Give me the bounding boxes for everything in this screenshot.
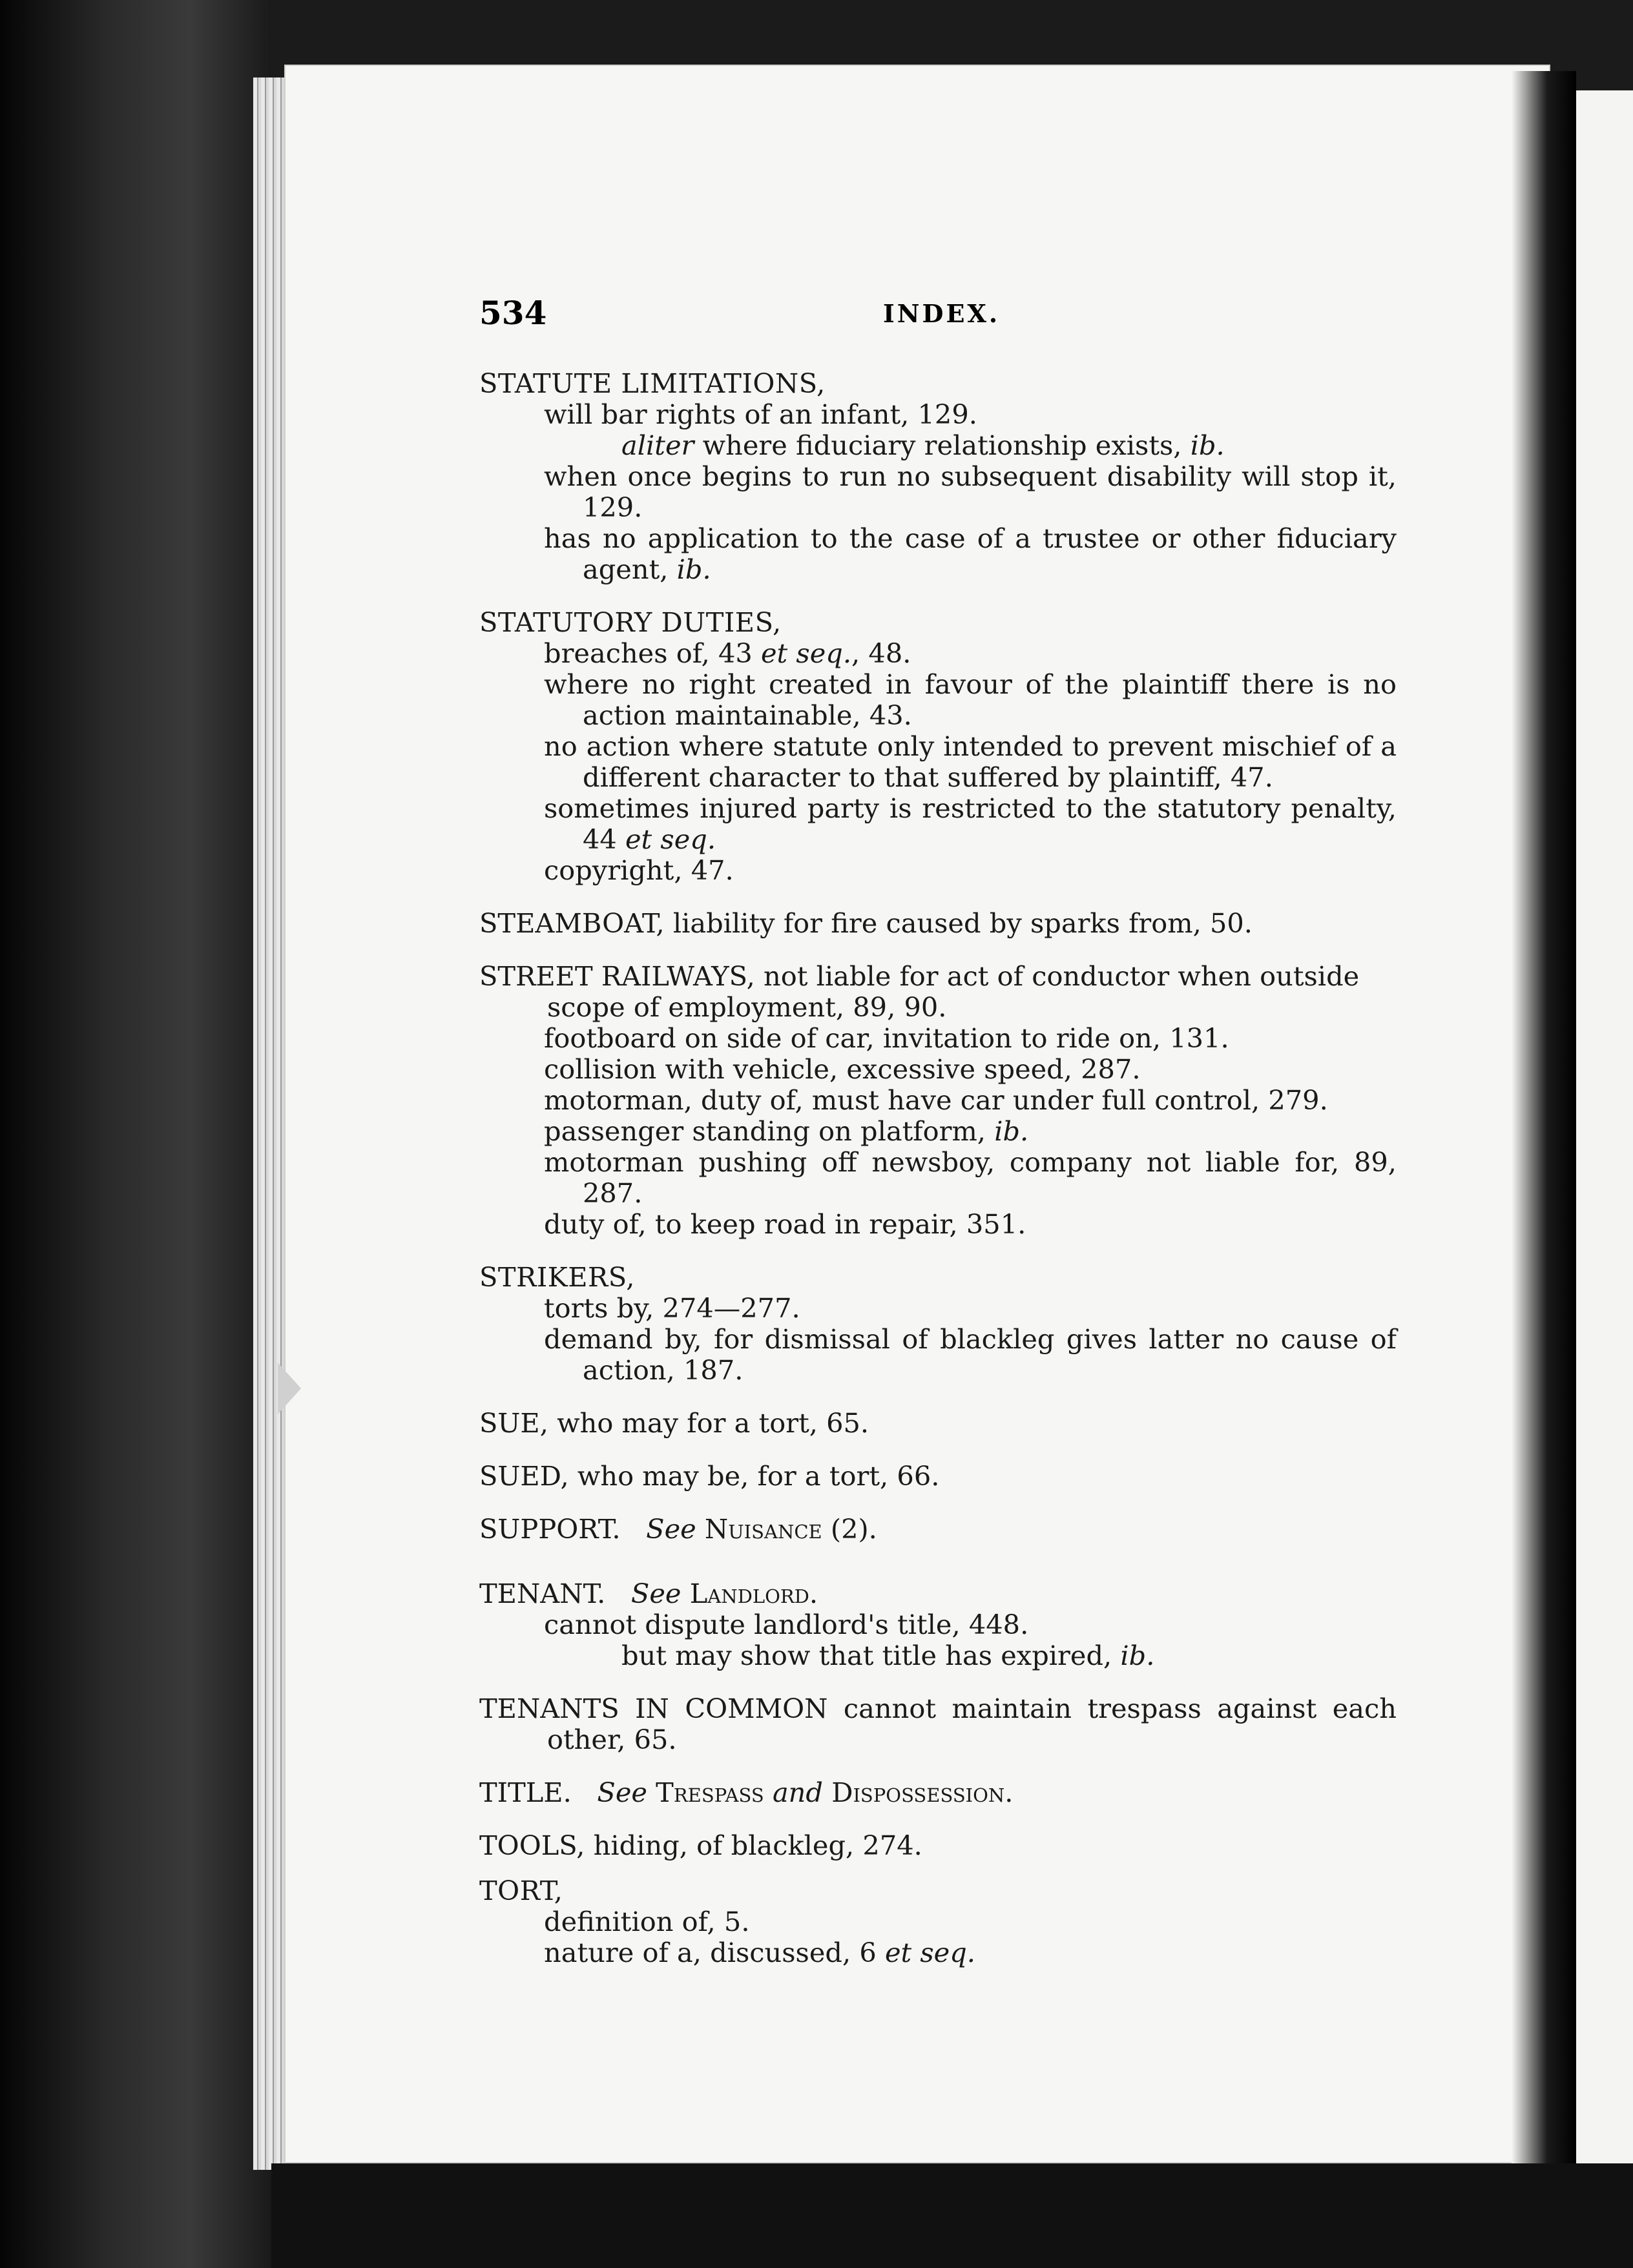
index-entry-support: [479, 1514, 1397, 1545]
see-reference-label: See: [646, 1513, 696, 1545]
entry-text: who may for a tort, 65.: [548, 1407, 869, 1439]
entry-heading: TENANT.: [479, 1578, 606, 1609]
cross-reference: Trespass: [656, 1777, 764, 1808]
entry-sub: copyright, 47.: [544, 854, 734, 886]
cross-reference: Landlord.: [689, 1578, 818, 1609]
running-head: [479, 294, 1397, 333]
entry-heading: STATUTE LIMITATIONS,: [479, 367, 826, 399]
entry-text: liability for fire caused by sparks from, 50.: [664, 907, 1253, 939]
entry-sub: motorman, duty of, must have car under full control, 279.: [544, 1084, 1328, 1116]
entry-heading: TORT,: [479, 1875, 563, 1906]
entry-heading: TOOLS,: [479, 1830, 585, 1861]
facing-page-edge: [1576, 90, 1633, 2183]
entry-sub: will bar rights of an infant, 129.: [544, 398, 977, 430]
index-entry-statutory-duties: [479, 607, 1397, 886]
entry-sub: duty of, to keep road in repair, 351.: [544, 1208, 1026, 1240]
entry-heading: SUE,: [479, 1407, 548, 1439]
entry-sub: torts by, 274—277.: [544, 1292, 800, 1324]
index-entry-title: [479, 1777, 1397, 1808]
entry-heading: SUED,: [479, 1460, 569, 1492]
see-reference-label: See: [597, 1777, 647, 1808]
entry-text: (2).: [822, 1513, 877, 1545]
entry-text: not liable for act of conductor when outside scope of employment, 89, 90.: [547, 960, 1360, 1023]
entry-heading: TENANTS IN COMMON: [479, 1693, 828, 1724]
see-reference-label: See: [630, 1578, 681, 1609]
page-gutter: [1512, 71, 1576, 2170]
entry-sub: sometimes injured party is restricted to the statutory penalty, 44 et seq.: [544, 792, 1397, 855]
index-entry-tenant: [479, 1578, 1397, 1671]
entry-subsub: but may show that title has expired, ib.: [621, 1640, 1155, 1671]
entry-sub: breaches of, 43 et seq., 48.: [544, 637, 911, 669]
index-entry-steamboat: [479, 908, 1397, 939]
entry-heading: STATUTORY DUTIES,: [479, 606, 782, 638]
entry-sub: cannot dispute landlord's title, 448.: [544, 1609, 1029, 1640]
index-entries: [479, 368, 1397, 1968]
entry-sub: motorman pushing off newsboy, company not liable for, 89, 287.: [544, 1146, 1397, 1209]
entry-sub: no action where statute only intended to prevent mischief of a different character to that suffered by plaintiff, 47.: [544, 730, 1397, 793]
index-entry-tenants-in-common: [479, 1693, 1397, 1755]
entry-sub: passenger standing on platform, ib.: [544, 1115, 1029, 1147]
entry-heading: SUPPORT.: [479, 1513, 621, 1545]
entry-sub: when once begins to run no subsequent disability will stop it, 129.: [544, 460, 1397, 523]
entry-text: who may be, for a tort, 66.: [568, 1460, 940, 1492]
entry-sub: where no right created in favour of the plaintiff there is no action maintainable, 43.: [544, 668, 1397, 731]
cross-reference: Nuisance: [704, 1513, 822, 1545]
index-entry-statute-limitations: [479, 368, 1397, 585]
index-entry-sue: [479, 1408, 1397, 1439]
index-entry-tort: [479, 1875, 1397, 1968]
page-fold-mark: [278, 1363, 301, 1414]
entry-text: hiding, of blackleg, 274.: [585, 1830, 922, 1861]
entry-sub: nature of a, discussed, 6 et seq.: [544, 1937, 975, 1968]
index-entry-strikers: [479, 1262, 1397, 1386]
entry-subsub: aliter where fiduciary relationship exists, ib.: [621, 429, 1225, 461]
index-entry-sued: [479, 1461, 1397, 1492]
entry-sub: footboard on side of car, invitation to ride on, 131.: [544, 1022, 1229, 1054]
entry-text: cannot maintain trespass against each other, 65.: [547, 1693, 1397, 1755]
entry-sub: definition of, 5.: [544, 1906, 750, 1937]
entry-heading: STREET RAILWAYS,: [479, 960, 755, 992]
book-binding: [0, 0, 271, 2268]
index-entry-tools: [479, 1830, 1397, 1861]
running-head-title: INDEX.: [883, 299, 1001, 328]
entry-heading: STEAMBOAT,: [479, 907, 665, 939]
entry-sub: has no application to the case of a trustee or other fiduciary agent, ib.: [544, 522, 1397, 585]
scan-background: [271, 2163, 1633, 2268]
cross-reference: Dispossession.: [831, 1777, 1014, 1808]
page-number: 534: [479, 294, 547, 332]
entry-heading: TITLE.: [479, 1777, 572, 1808]
conjunction: and: [772, 1777, 823, 1808]
entry-sub: collision with vehicle, excessive speed, 287.: [544, 1053, 1141, 1085]
entry-heading: STRIKERS,: [479, 1261, 635, 1293]
index-entry-street-railways: [479, 961, 1397, 1240]
entry-sub: demand by, for dismissal of blackleg gives latter no cause of action, 187.: [544, 1323, 1397, 1386]
